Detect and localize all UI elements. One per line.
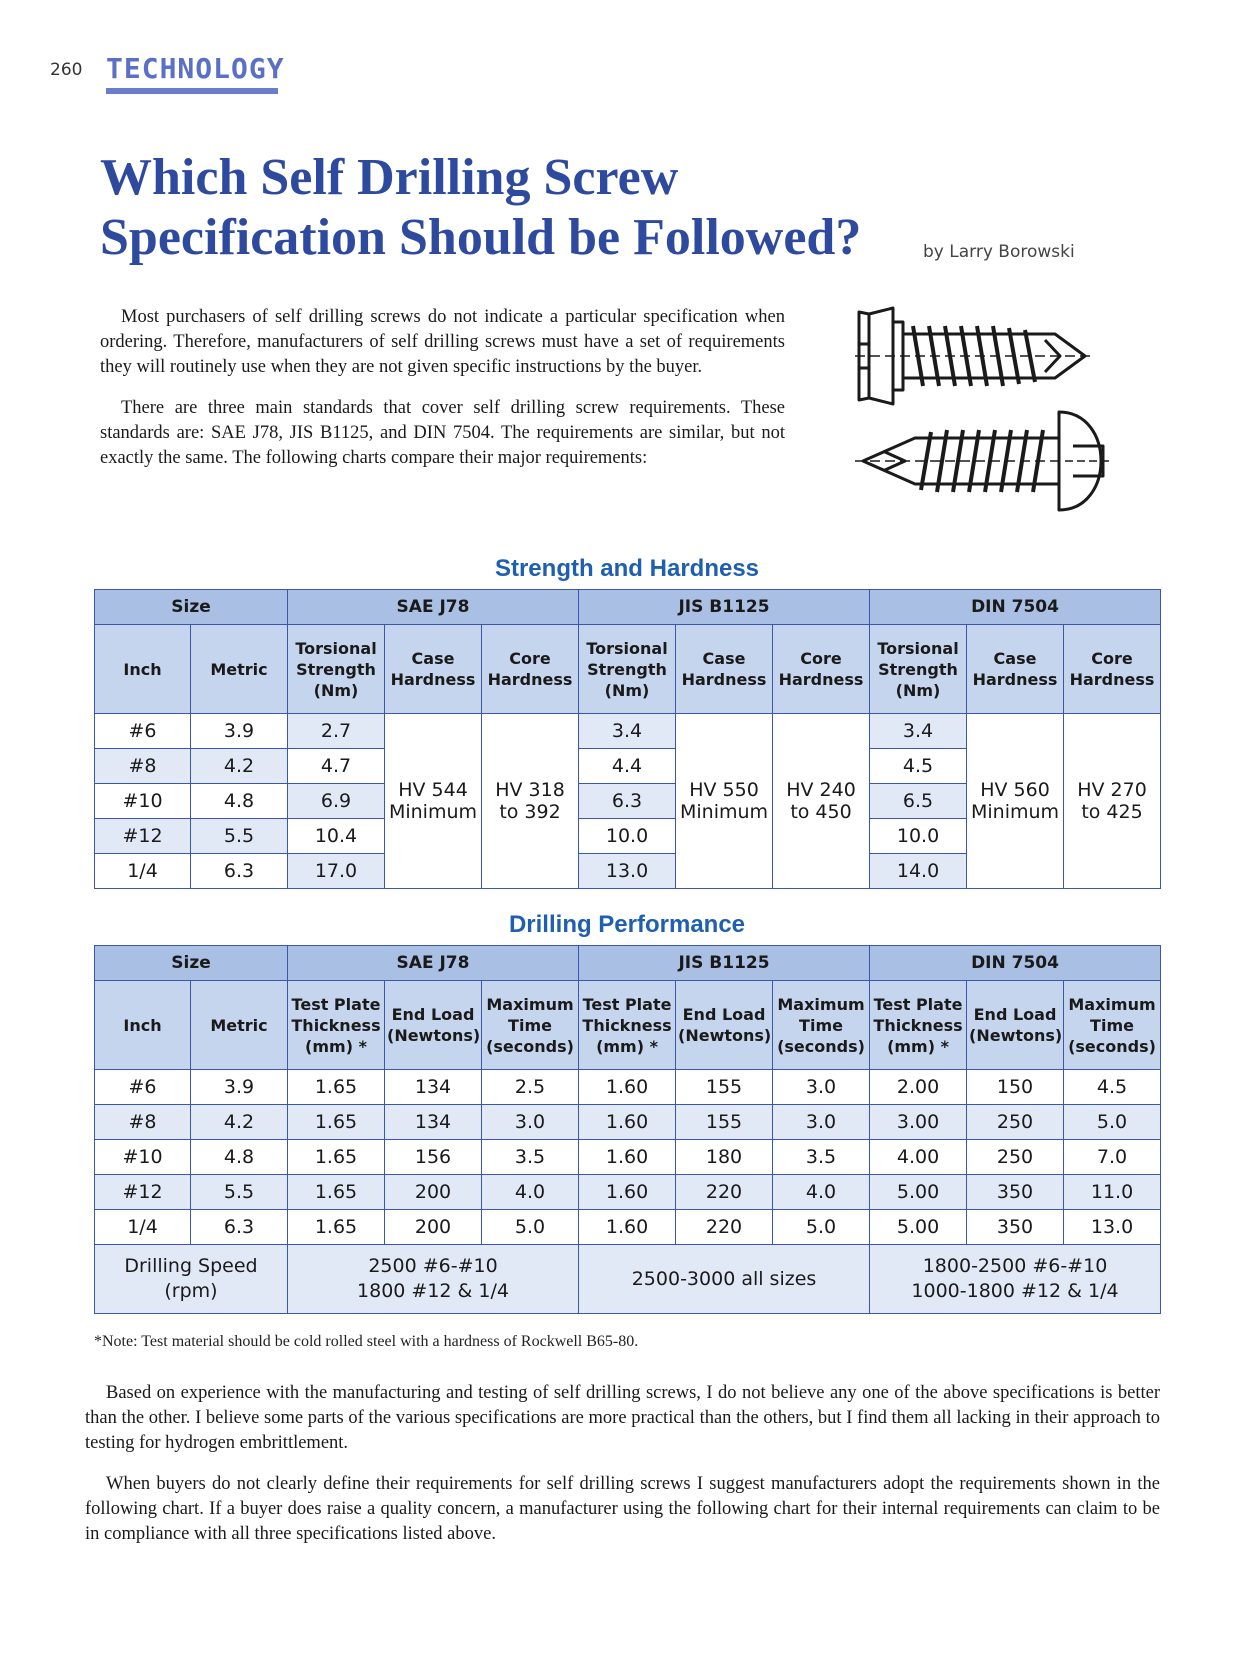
strength-table-title: Strength and Hardness bbox=[494, 555, 760, 582]
cell-metric: 3.9 bbox=[191, 1070, 288, 1105]
cell-jis-plate: 1.60 bbox=[579, 1175, 676, 1210]
cell-metric: 4.8 bbox=[191, 1140, 288, 1175]
cell-din-load: 350 bbox=[967, 1175, 1064, 1210]
col-header-case: Case Hardness bbox=[967, 625, 1064, 714]
outro-paragraph: Based on experience with the manufacturing and testing of self drilling screws, I do not believe any one of the above specifications is better than the other. I believe some parts of the various specifications are more practical than the others, but I find them all lacking in their approach to testing for hydrogen embrittlement. bbox=[85, 1383, 1160, 1453]
table-row bbox=[95, 1070, 1161, 1105]
col-header-torsional: Torsional Strength (Nm) bbox=[288, 625, 385, 714]
col-header-core: Core Hardness bbox=[1064, 625, 1161, 714]
col-header-core: Core Hardness bbox=[773, 625, 870, 714]
cell-inch: #12 bbox=[95, 1175, 191, 1210]
cell-sae-load: 200 bbox=[385, 1210, 482, 1245]
outro-paragraph: When buyers do not clearly define their requirements for self drilling screws I suggest manufacturers adopt the requirements shown in the following chart. If a buyer does raise a quality concern, a manufacturer using the following chart for their internal requirements can claim to be in compliance with all three specifications listed above. bbox=[85, 1474, 1160, 1544]
cell-din-core: HV 270 to 425 bbox=[1064, 714, 1161, 889]
cell-inch: #12 bbox=[95, 819, 191, 854]
test-material-note: *Note: Test material should be cold rolled steel with a hardness of Rockwell B65-80. bbox=[94, 1333, 639, 1350]
col-header-load: End Load (Newtons) bbox=[967, 981, 1064, 1070]
cell-sae-time: 4.0 bbox=[482, 1175, 579, 1210]
cell-jis-load: 155 bbox=[676, 1070, 773, 1105]
din-speed-line: 1800-2500 #6-#10 bbox=[922, 1255, 1108, 1277]
cell-din-plate: 3.00 bbox=[870, 1105, 967, 1140]
cell-metric: 4.2 bbox=[191, 749, 288, 784]
cell-din-load: 350 bbox=[967, 1210, 1064, 1245]
cell-inch: 1/4 bbox=[95, 1210, 191, 1245]
cell-jis-torsional: 6.3 bbox=[579, 784, 676, 819]
cell-din-time: 7.0 bbox=[1064, 1140, 1161, 1175]
group-header-din: DIN 7504 bbox=[870, 946, 1161, 981]
col-header-plate: Test Plate Thickness (mm) * bbox=[288, 981, 385, 1070]
cell-metric: 5.5 bbox=[191, 819, 288, 854]
cell-metric: 4.8 bbox=[191, 784, 288, 819]
sae-speed-line: 2500 #6-#10 bbox=[368, 1255, 498, 1277]
outro-text bbox=[85, 1381, 1160, 1563]
cell-sae-load: 134 bbox=[385, 1105, 482, 1140]
cell-din-plate: 5.00 bbox=[870, 1175, 967, 1210]
col-header-load: End Load (Newtons) bbox=[676, 981, 773, 1070]
cell-inch: #8 bbox=[95, 1105, 191, 1140]
col-header-time: Maximum Time (seconds) bbox=[1064, 981, 1161, 1070]
cell-jis-torsional: 10.0 bbox=[579, 819, 676, 854]
cell-sae-case: HV 544 Minimum bbox=[385, 714, 482, 889]
cell-din-time: 13.0 bbox=[1064, 1210, 1161, 1245]
cell-sae-torsional: 17.0 bbox=[288, 854, 385, 889]
cell-jis-time: 4.0 bbox=[773, 1175, 870, 1210]
cell-sae-time: 2.5 bbox=[482, 1070, 579, 1105]
cell-din-torsional: 10.0 bbox=[870, 819, 967, 854]
cell-sae-load: 156 bbox=[385, 1140, 482, 1175]
section-rule bbox=[106, 88, 278, 94]
cell-jis-case: HV 550 Minimum bbox=[676, 714, 773, 889]
cell-inch: 1/4 bbox=[95, 854, 191, 889]
col-header-case: Case Hardness bbox=[676, 625, 773, 714]
table-row bbox=[95, 714, 1161, 749]
drilling-speed-label bbox=[95, 1245, 288, 1314]
group-header-sae: SAE J78 bbox=[288, 590, 579, 625]
cell-jis-plate: 1.60 bbox=[579, 1105, 676, 1140]
table-row bbox=[95, 1140, 1161, 1175]
cell-sae-time: 5.0 bbox=[482, 1210, 579, 1245]
cell-jis-plate: 1.60 bbox=[579, 1070, 676, 1105]
col-header-plate: Test Plate Thickness (mm) * bbox=[870, 981, 967, 1070]
sae-drilling-speed bbox=[288, 1245, 579, 1314]
cell-din-time: 5.0 bbox=[1064, 1105, 1161, 1140]
intro-text bbox=[100, 305, 785, 487]
hex-washer-head-self-drilling-screw-icon bbox=[855, 308, 1095, 404]
pan-head-self-drilling-screw-icon bbox=[855, 412, 1111, 510]
col-header-load: End Load (Newtons) bbox=[385, 981, 482, 1070]
cell-din-plate: 5.00 bbox=[870, 1210, 967, 1245]
table-row bbox=[95, 1105, 1161, 1140]
cell-jis-load: 180 bbox=[676, 1140, 773, 1175]
screw-illustration bbox=[855, 300, 1125, 530]
cell-metric: 5.5 bbox=[191, 1175, 288, 1210]
jis-speed-line: 2500-3000 all sizes bbox=[631, 1267, 817, 1290]
cell-din-time: 11.0 bbox=[1064, 1175, 1161, 1210]
cell-inch: #6 bbox=[95, 714, 191, 749]
cell-sae-load: 200 bbox=[385, 1175, 482, 1210]
group-header-jis: JIS B1125 bbox=[579, 946, 870, 981]
cell-sae-torsional: 10.4 bbox=[288, 819, 385, 854]
cell-jis-time: 5.0 bbox=[773, 1210, 870, 1245]
strength-hardness-table bbox=[94, 589, 1161, 889]
cell-jis-torsional: 3.4 bbox=[579, 714, 676, 749]
section-tag: TECHNOLOGY bbox=[106, 52, 285, 85]
din-drilling-speed bbox=[870, 1245, 1161, 1314]
cell-sae-core: HV 318 to 392 bbox=[482, 714, 579, 889]
page-number: 260 bbox=[50, 60, 83, 80]
group-header-size: Size bbox=[95, 590, 288, 625]
cell-sae-time: 3.0 bbox=[482, 1105, 579, 1140]
group-header-sae: SAE J78 bbox=[288, 946, 579, 981]
cell-sae-load: 134 bbox=[385, 1070, 482, 1105]
group-header-din: DIN 7504 bbox=[870, 590, 1161, 625]
cell-din-plate: 2.00 bbox=[870, 1070, 967, 1105]
cell-din-torsional: 3.4 bbox=[870, 714, 967, 749]
cell-jis-torsional: 4.4 bbox=[579, 749, 676, 784]
din-speed-line: 1000-1800 #12 & 1/4 bbox=[911, 1280, 1119, 1302]
cell-jis-time: 3.0 bbox=[773, 1105, 870, 1140]
cell-metric: 6.3 bbox=[191, 1210, 288, 1245]
drilling-speed-row bbox=[95, 1245, 1161, 1314]
cell-jis-torsional: 13.0 bbox=[579, 854, 676, 889]
cell-sae-time: 3.5 bbox=[482, 1140, 579, 1175]
cell-sae-plate: 1.65 bbox=[288, 1070, 385, 1105]
col-header-case: Case Hardness bbox=[385, 625, 482, 714]
cell-inch: #10 bbox=[95, 784, 191, 819]
col-header-torsional: Torsional Strength (Nm) bbox=[579, 625, 676, 714]
table-row bbox=[95, 1175, 1161, 1210]
cell-inch: #10 bbox=[95, 1140, 191, 1175]
cell-din-torsional: 14.0 bbox=[870, 854, 967, 889]
cell-din-load: 250 bbox=[967, 1105, 1064, 1140]
col-header-core: Core Hardness bbox=[482, 625, 579, 714]
sae-speed-line: 1800 #12 & 1/4 bbox=[357, 1280, 509, 1302]
cell-din-torsional: 4.5 bbox=[870, 749, 967, 784]
col-header-inch: Inch bbox=[95, 981, 191, 1070]
drilling-performance-table bbox=[94, 945, 1161, 1314]
col-header-torsional: Torsional Strength (Nm) bbox=[870, 625, 967, 714]
col-header-inch: Inch bbox=[95, 625, 191, 714]
intro-paragraph: Most purchasers of self drilling screws do not indicate a particular specification when ordering. Therefore, manufacturers of self drilling screws must have a set of requirements they will routinely use when they are not given specific instructions by the buyer. bbox=[100, 307, 785, 377]
cell-sae-torsional: 4.7 bbox=[288, 749, 385, 784]
drilling-speed-label-line: Drilling Speed bbox=[124, 1255, 258, 1277]
cell-jis-load: 220 bbox=[676, 1175, 773, 1210]
cell-metric: 4.2 bbox=[191, 1105, 288, 1140]
cell-metric: 3.9 bbox=[191, 714, 288, 749]
cell-sae-torsional: 6.9 bbox=[288, 784, 385, 819]
cell-sae-plate: 1.65 bbox=[288, 1105, 385, 1140]
cell-jis-load: 155 bbox=[676, 1105, 773, 1140]
cell-sae-torsional: 2.7 bbox=[288, 714, 385, 749]
cell-sae-plate: 1.65 bbox=[288, 1210, 385, 1245]
cell-din-torsional: 6.5 bbox=[870, 784, 967, 819]
cell-inch: #8 bbox=[95, 749, 191, 784]
cell-jis-load: 220 bbox=[676, 1210, 773, 1245]
cell-metric: 6.3 bbox=[191, 854, 288, 889]
cell-din-load: 150 bbox=[967, 1070, 1064, 1105]
cell-jis-plate: 1.60 bbox=[579, 1210, 676, 1245]
cell-sae-plate: 1.65 bbox=[288, 1140, 385, 1175]
cell-din-time: 4.5 bbox=[1064, 1070, 1161, 1105]
col-header-metric: Metric bbox=[191, 981, 288, 1070]
col-header-time: Maximum Time (seconds) bbox=[482, 981, 579, 1070]
jis-drilling-speed bbox=[579, 1245, 870, 1314]
cell-din-case: HV 560 Minimum bbox=[967, 714, 1064, 889]
cell-din-load: 250 bbox=[967, 1140, 1064, 1175]
byline: by Larry Borowski bbox=[923, 242, 1075, 262]
col-header-metric: Metric bbox=[191, 625, 288, 714]
cell-jis-plate: 1.60 bbox=[579, 1140, 676, 1175]
cell-jis-core: HV 240 to 450 bbox=[773, 714, 870, 889]
group-header-jis: JIS B1125 bbox=[579, 590, 870, 625]
title-line-1: Which Self Drilling Screw bbox=[100, 149, 679, 206]
title-line-2: Specification Should be Followed? bbox=[100, 209, 862, 266]
drilling-table-title: Drilling Performance bbox=[508, 911, 746, 938]
cell-jis-time: 3.5 bbox=[773, 1140, 870, 1175]
intro-paragraph: There are three main standards that cover self drilling screw requirements. These standards are: SAE J78, JIS B1125, and DIN 7504. The requirements are similar, but not exactly the same. The following charts compare their major requirements: bbox=[100, 398, 785, 468]
cell-inch: #6 bbox=[95, 1070, 191, 1105]
drilling-speed-label-unit: (rpm) bbox=[164, 1280, 218, 1302]
cell-jis-time: 3.0 bbox=[773, 1070, 870, 1105]
col-header-plate: Test Plate Thickness (mm) * bbox=[579, 981, 676, 1070]
col-header-time: Maximum Time (seconds) bbox=[773, 981, 870, 1070]
cell-din-plate: 4.00 bbox=[870, 1140, 967, 1175]
table-row bbox=[95, 1210, 1161, 1245]
group-header-size: Size bbox=[95, 946, 288, 981]
article-title bbox=[100, 148, 861, 268]
cell-sae-plate: 1.65 bbox=[288, 1175, 385, 1210]
